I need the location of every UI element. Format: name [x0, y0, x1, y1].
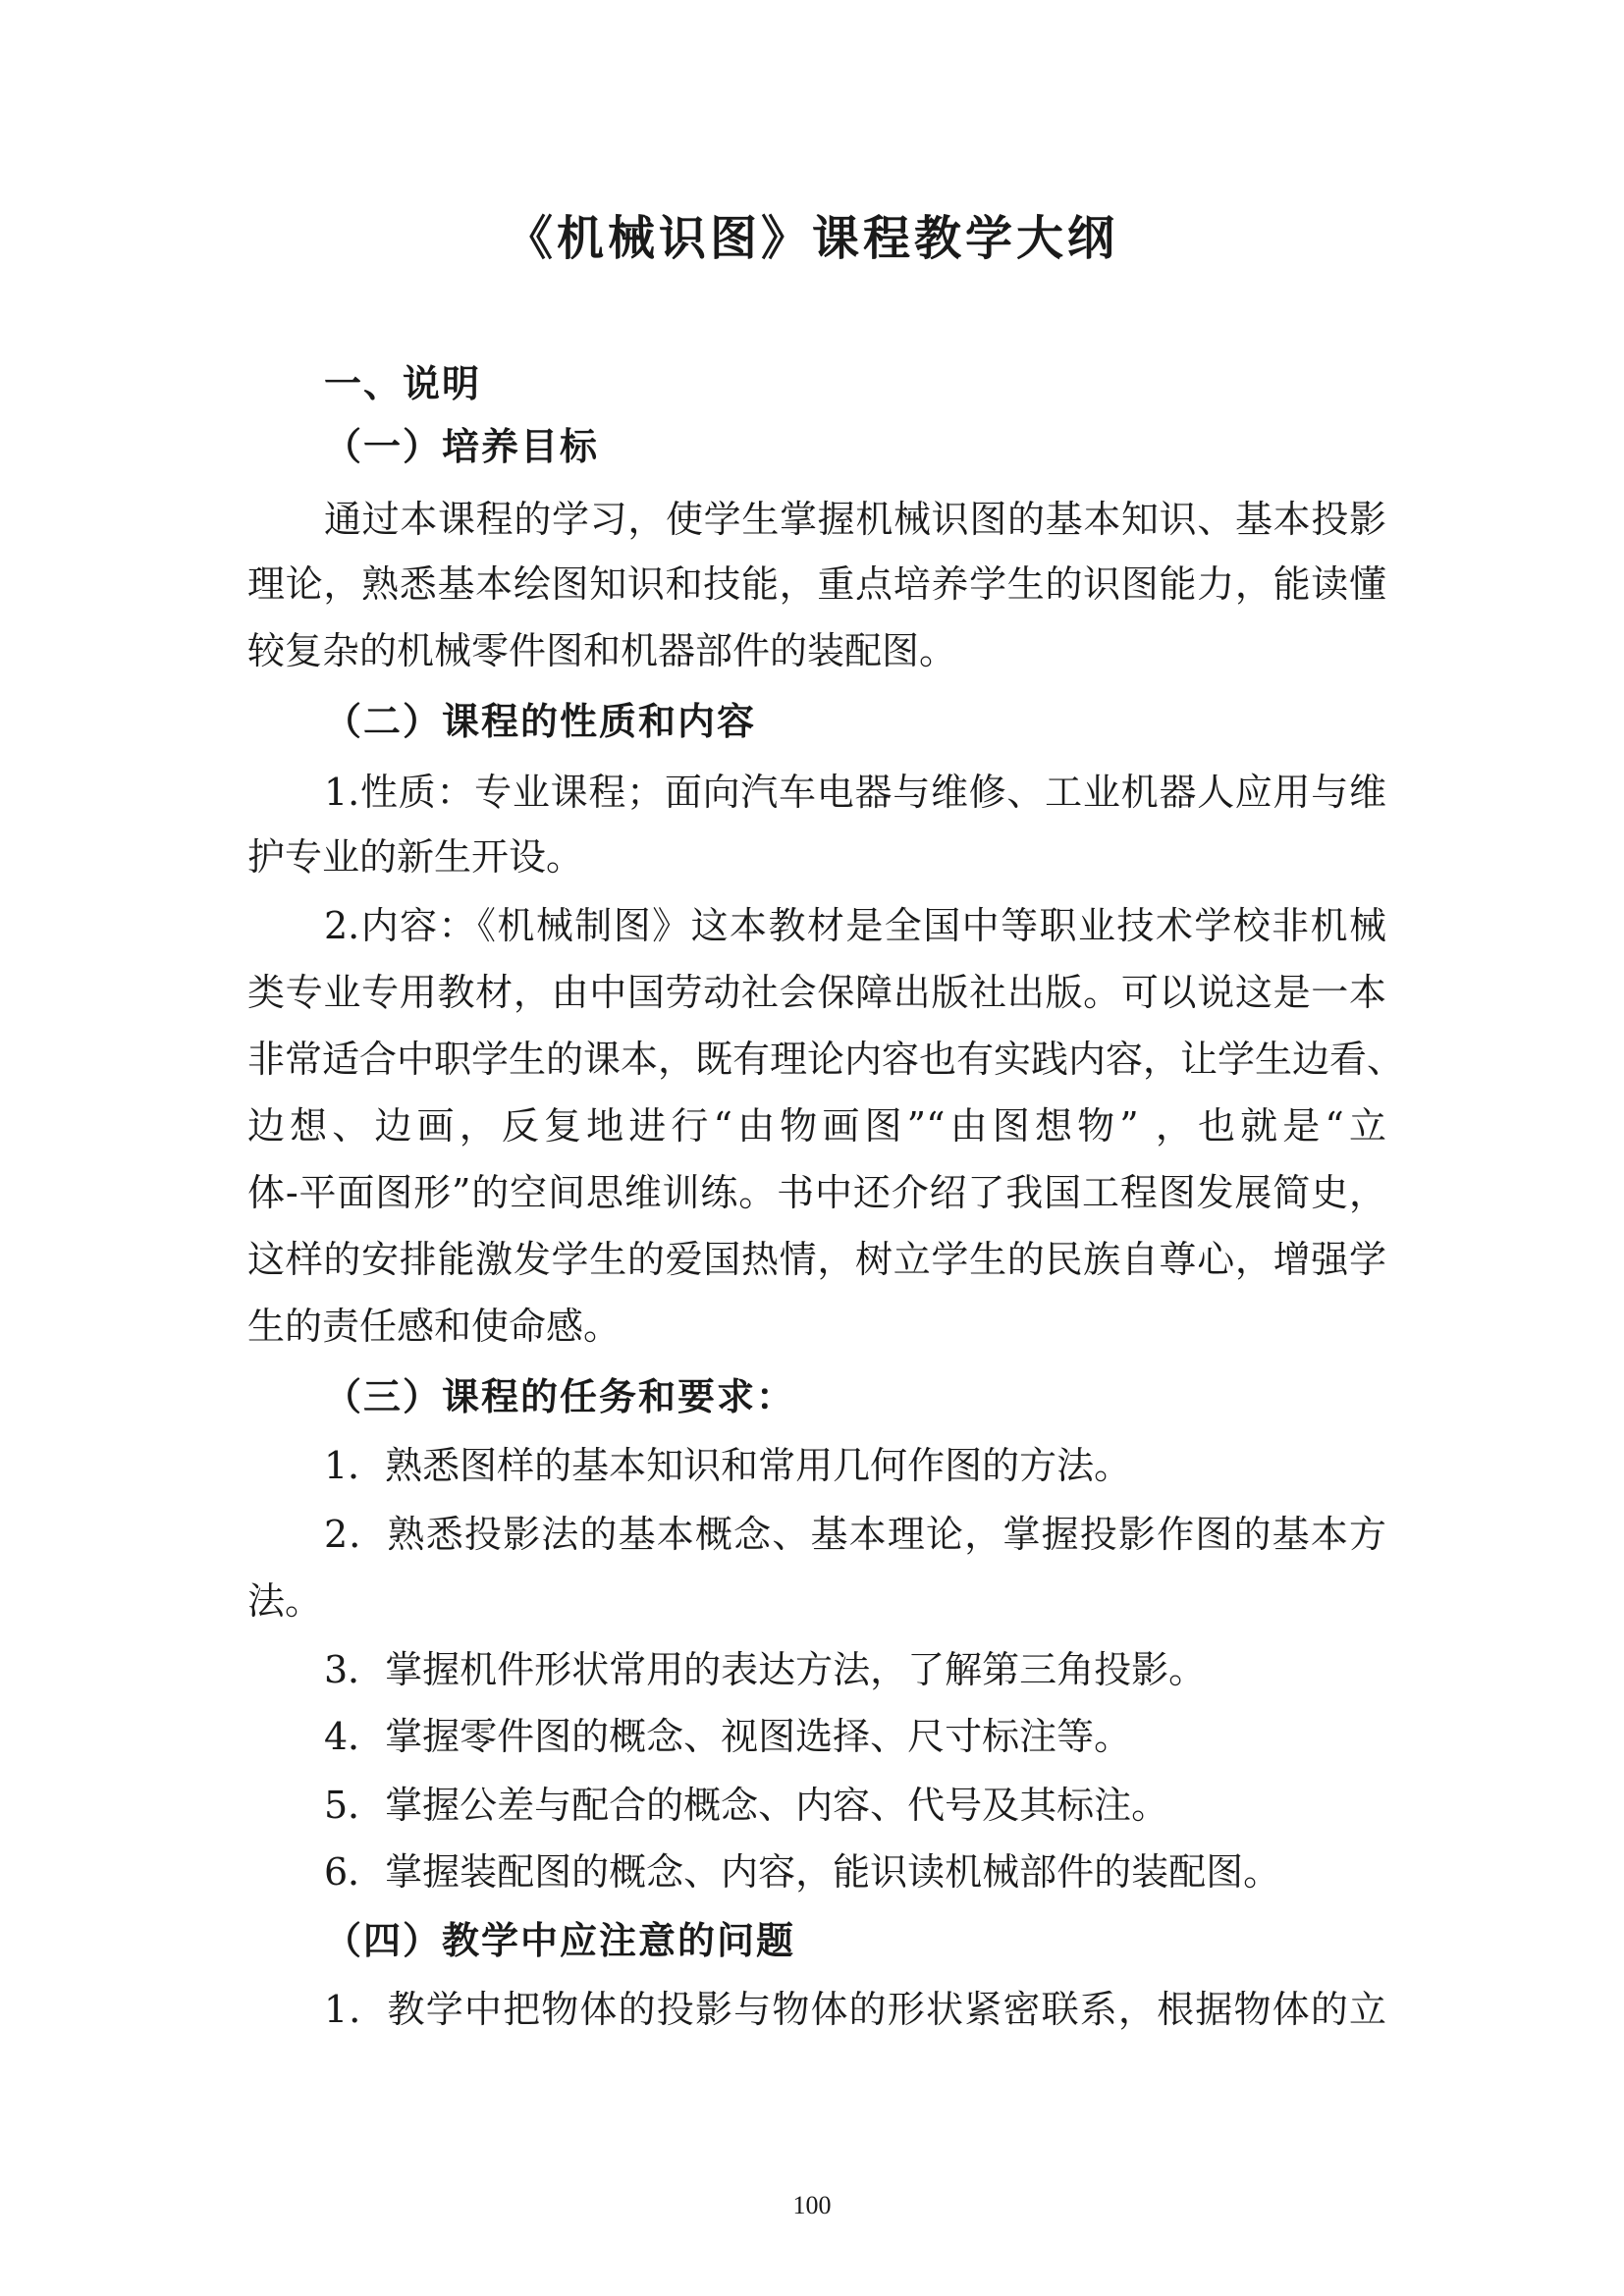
page-number: 100 — [792, 2191, 832, 2219]
list-item: 1．教学中把物体的投影与物体的形状紧密联系，根据物体的立 — [324, 1988, 1386, 2031]
section-heading-1: 一、说明 — [324, 361, 482, 405]
paragraph-line: 非常适合中职学生的课本，既有理论内容也有实践内容，让学生边看、 — [247, 1038, 1405, 1081]
paragraph-line: 生的责任感和使命感。 — [247, 1305, 622, 1348]
paragraph-line: 体-平面图形”的空间思维训练。书中还介绍了我国工程图发展简史， — [247, 1171, 1386, 1214]
subsection-heading-3: （三）课程的任务和要求： — [324, 1374, 796, 1418]
paragraph-line: 护专业的新生开设。 — [247, 835, 584, 879]
paragraph-line: 2.内容：《机械制图》这本教材是全国中等职业技术学校非机械 — [324, 904, 1386, 947]
list-item: 2．熟悉投影法的基本概念、基本理论，掌握投影作图的基本方 — [324, 1513, 1386, 1556]
paragraph-line: 边想、边画，反复地进行“由物画图”“由图想物” ，也就是“立 — [247, 1104, 1386, 1148]
paragraph-line: 较复杂的机械零件图和机器部件的装配图。 — [247, 629, 957, 672]
document-title: 《机械识图》课程教学大纲 — [505, 211, 1118, 266]
list-item: 5．掌握公差与配合的概念、内容、代号及其标注。 — [324, 1784, 1169, 1827]
list-item: 3．掌握机件形状常用的表达方法，了解第三角投影。 — [324, 1648, 1207, 1691]
paragraph-line: 1.性质：专业课程；面向汽车电器与维修、工业机器人应用与维 — [324, 771, 1386, 814]
paragraph-line: 这样的安排能激发学生的爱国热情，树立学生的民族自尊心，增强学 — [247, 1238, 1386, 1281]
subsection-heading-4: （四）教学中应注意的问题 — [324, 1918, 796, 1962]
paragraph-line: 理论，熟悉基本绘图知识和技能，重点培养学生的识图能力，能读懂 — [247, 562, 1386, 606]
paragraph-line: 类专业专用教材，由中国劳动社会保障出版社出版。可以说这是一本 — [247, 971, 1386, 1014]
paragraph-line: 通过本课程的学习，使学生掌握机械识图的基本知识、基本投影 — [324, 498, 1386, 541]
subsection-heading-2: （二）课程的性质和内容 — [324, 699, 757, 743]
subsection-heading-1: （一）培养目标 — [324, 424, 600, 468]
list-item-continuation: 法。 — [247, 1579, 323, 1623]
list-item: 4．掌握零件图的概念、视图选择、尺寸标注等。 — [324, 1715, 1132, 1758]
list-item: 1．熟悉图样的基本知识和常用几何作图的方法。 — [324, 1444, 1132, 1487]
list-item: 6．掌握装配图的概念、内容，能识读机械部件的装配图。 — [324, 1850, 1281, 1894]
